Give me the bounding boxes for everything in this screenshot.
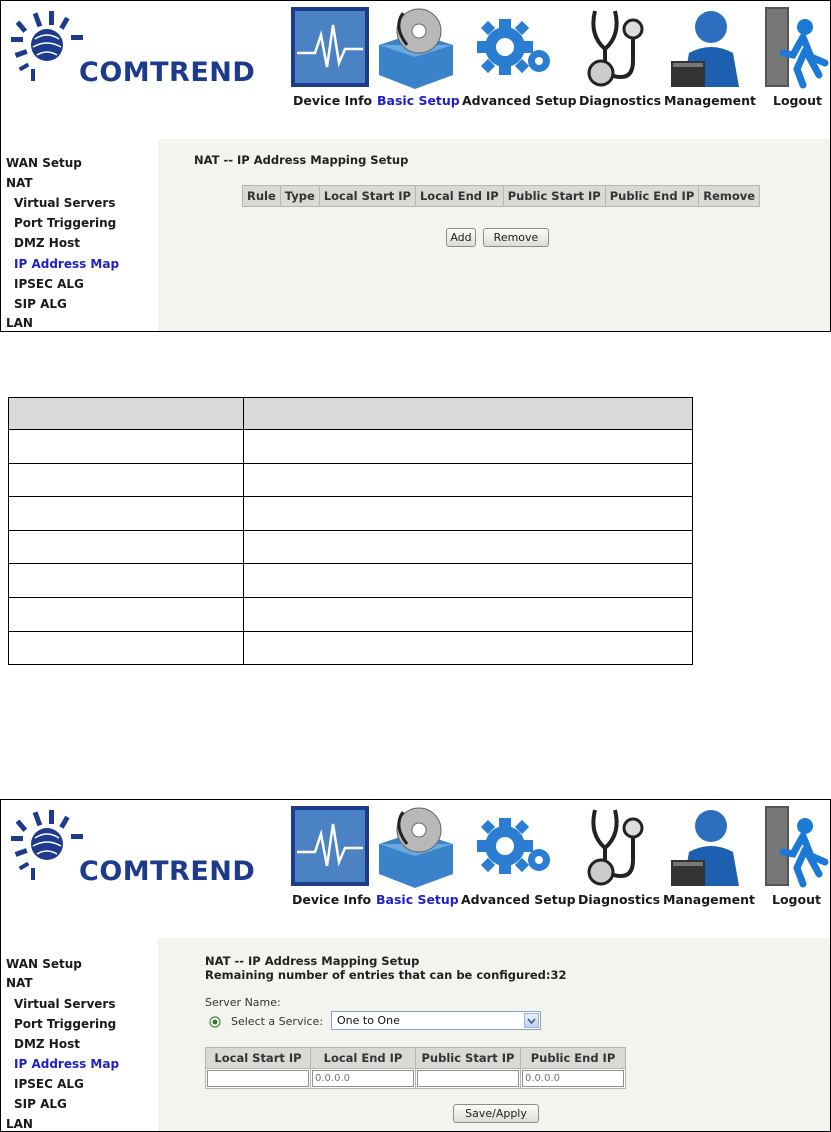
table-header-row	[243, 186, 760, 207]
column-header-local-start-ip: Local Start IP	[206, 1048, 311, 1069]
nav-advanced-setup[interactable]: Advanced Setup	[462, 93, 577, 108]
sidebar-item-nat[interactable]: NAT	[6, 176, 33, 190]
sidebar-item-ipsec-alg[interactable]: IPSEC ALG	[14, 1077, 84, 1091]
screenshot-ip-address-map-list	[0, 0, 831, 332]
sidebar-item-ipsec-alg[interactable]: IPSEC ALG	[14, 277, 84, 291]
remove-button[interactable]: Remove	[483, 228, 549, 247]
column-header-public-end-ip: Public End IP	[605, 186, 699, 207]
nav-device-info[interactable]: Device Info	[293, 93, 373, 108]
table-row	[9, 530, 693, 564]
select-service-label: Select a Service:	[231, 1015, 324, 1028]
public-start-ip-input[interactable]	[417, 1070, 519, 1087]
column-header-public-start-ip: Public Start IP	[503, 186, 605, 207]
basic-setup-icon[interactable]	[373, 5, 459, 91]
nav-logout[interactable]: Logout	[772, 892, 821, 907]
save-apply-button[interactable]: Save/Apply	[453, 1104, 539, 1123]
table-cell	[206, 1069, 311, 1089]
table-cell	[9, 530, 244, 564]
table-row	[206, 1069, 626, 1089]
brand-name: COMTREND	[79, 57, 256, 88]
device-info-icon[interactable]	[289, 804, 371, 890]
logout-icon[interactable]	[763, 5, 829, 91]
sidebar-item-ip-address-map[interactable]: IP Address Map	[14, 257, 120, 271]
page-title: NAT -- IP Address Mapping Setup	[205, 954, 420, 968]
description-table	[8, 397, 693, 665]
comtrend-logo	[5, 808, 285, 898]
table-cell	[244, 597, 693, 631]
sidebar-item-port-triggering[interactable]: Port Triggering	[14, 216, 117, 230]
header-cell	[9, 398, 244, 430]
page-title: NAT -- IP Address Mapping Setup	[194, 153, 409, 167]
nav-basic-setup[interactable]: Basic Setup	[377, 93, 460, 108]
management-icon[interactable]	[669, 804, 745, 890]
table-row	[9, 597, 693, 631]
main-content	[158, 139, 830, 331]
header	[1, 1, 830, 139]
main-content	[158, 938, 830, 1131]
nav-device-info[interactable]: Device Info	[292, 892, 372, 907]
column-header-public-start-ip: Public Start IP	[416, 1048, 521, 1069]
chevron-down-icon[interactable]	[524, 1013, 539, 1028]
column-header-local-end-ip: Local End IP	[311, 1048, 416, 1069]
remaining-entries-text: Remaining number of entries that can be configured:32	[205, 968, 567, 982]
header	[1, 800, 830, 938]
add-button[interactable]: Add	[446, 228, 476, 247]
public-end-ip-input[interactable]	[522, 1070, 624, 1087]
table-header-row	[206, 1048, 626, 1069]
ip-map-table	[242, 185, 760, 207]
service-select-value: One to One	[337, 1014, 400, 1027]
table-cell	[244, 530, 693, 564]
select-service-radio[interactable]	[209, 1016, 221, 1028]
brand-name: COMTREND	[79, 856, 256, 887]
table-cell	[9, 564, 244, 598]
column-header-type: Type	[280, 186, 319, 207]
comtrend-logo	[5, 9, 285, 99]
table-row	[9, 564, 693, 598]
sidebar	[1, 139, 158, 332]
ip-map-entry-table	[205, 1047, 626, 1089]
nav-logout[interactable]: Logout	[773, 93, 822, 108]
column-header-rule: Rule	[243, 186, 281, 207]
column-header-public-end-ip: Public End IP	[521, 1048, 626, 1069]
service-select[interactable]	[331, 1011, 541, 1030]
sidebar-item-wan-setup[interactable]: WAN Setup	[6, 957, 82, 971]
sidebar-item-sip-alg[interactable]: SIP ALG	[14, 297, 67, 311]
local-start-ip-input[interactable]	[207, 1070, 309, 1087]
sidebar-item-sip-alg[interactable]: SIP ALG	[14, 1097, 67, 1111]
nav-management[interactable]: Management	[664, 93, 757, 108]
nav-diagnostics[interactable]: Diagnostics	[579, 93, 662, 108]
device-info-icon[interactable]	[289, 5, 371, 91]
sidebar-item-port-triggering[interactable]: Port Triggering	[14, 1017, 117, 1031]
sidebar-item-lan[interactable]: LAN	[6, 1117, 33, 1131]
table-cell	[9, 463, 244, 497]
table-cell	[244, 631, 693, 665]
table-cell	[9, 497, 244, 531]
screenshot-ip-address-map-add	[0, 799, 831, 1132]
sidebar-item-wan-setup[interactable]: WAN Setup	[6, 156, 82, 170]
diagnostics-icon[interactable]	[581, 5, 653, 91]
table-row	[9, 463, 693, 497]
sidebar-item-ip-address-map[interactable]: IP Address Map	[14, 1057, 120, 1071]
nav-management[interactable]: Management	[663, 892, 756, 907]
sidebar-item-dmz-host[interactable]: DMZ Host	[14, 1037, 80, 1051]
advanced-setup-icon[interactable]	[471, 5, 557, 91]
table-cell	[9, 631, 244, 665]
table-cell	[521, 1069, 626, 1089]
sidebar-item-nat[interactable]: NAT	[6, 976, 33, 990]
server-name-label: Server Name:	[205, 996, 281, 1009]
management-icon[interactable]	[669, 5, 745, 91]
column-header-local-start-ip: Local Start IP	[319, 186, 415, 207]
table-cell	[311, 1069, 416, 1089]
nav-advanced-setup[interactable]: Advanced Setup	[461, 892, 576, 907]
column-header-remove: Remove	[699, 186, 760, 207]
table-cell	[244, 497, 693, 531]
table-row	[9, 430, 693, 464]
table-cell	[244, 564, 693, 598]
basic-setup-icon[interactable]	[373, 804, 459, 890]
table-cell	[9, 430, 244, 464]
table-row	[9, 497, 693, 531]
local-end-ip-input[interactable]	[312, 1070, 414, 1087]
sidebar-item-dmz-host[interactable]: DMZ Host	[14, 236, 80, 250]
logout-icon[interactable]	[763, 804, 829, 890]
table-cell	[9, 597, 244, 631]
header-cell	[244, 398, 693, 430]
nav-basic-setup[interactable]: Basic Setup	[376, 892, 459, 907]
sidebar	[1, 938, 158, 1132]
nav-diagnostics[interactable]: Diagnostics	[578, 892, 661, 907]
sidebar-item-virtual-servers[interactable]: Virtual Servers	[14, 196, 116, 210]
sidebar-item-lan[interactable]: LAN	[6, 316, 33, 330]
advanced-setup-icon[interactable]	[471, 804, 557, 890]
column-header-local-end-ip: Local End IP	[415, 186, 503, 207]
table-cell	[244, 430, 693, 464]
table-cell	[244, 463, 693, 497]
comtrend-globe-icon	[5, 9, 85, 89]
diagnostics-icon[interactable]	[581, 804, 653, 890]
table-header-row	[9, 398, 693, 430]
table-cell	[416, 1069, 521, 1089]
sidebar-item-virtual-servers[interactable]: Virtual Servers	[14, 997, 116, 1011]
table-row	[9, 631, 693, 665]
comtrend-globe-icon	[5, 808, 85, 888]
